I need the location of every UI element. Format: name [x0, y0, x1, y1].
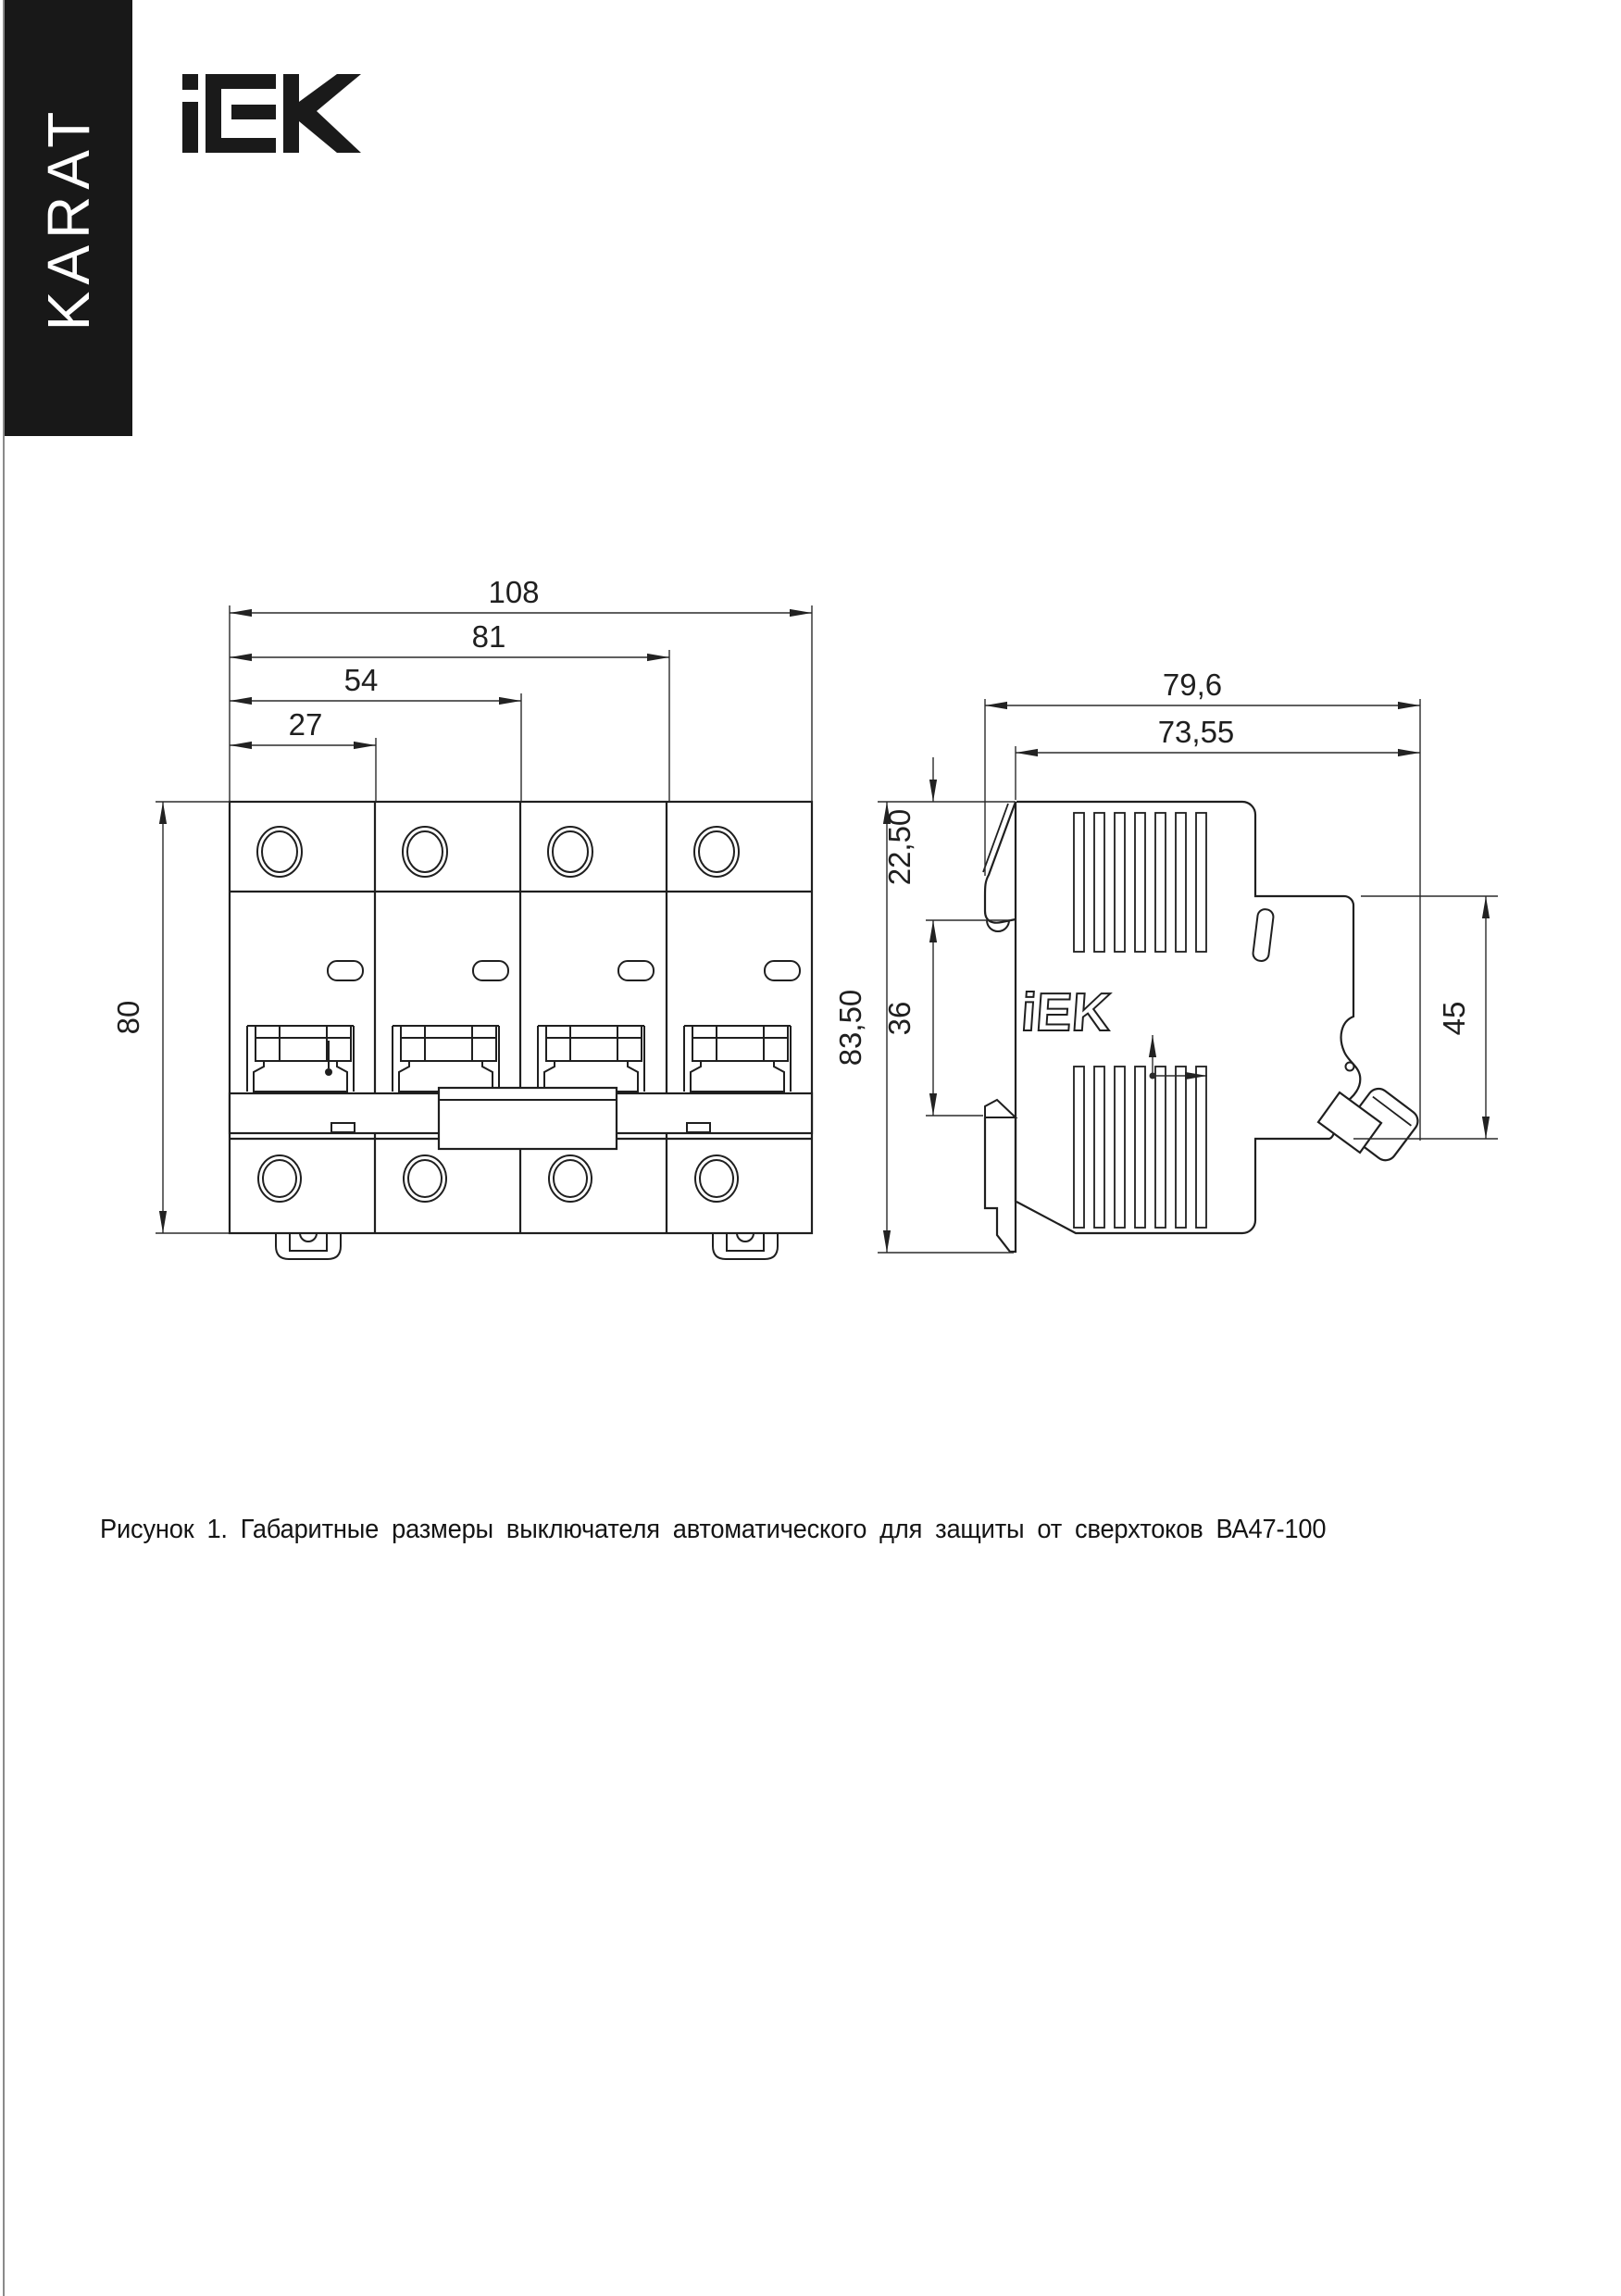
- side-view: [833, 668, 1498, 1253]
- dim-label-45: 45: [1437, 1001, 1471, 1036]
- toggle-lever: [1318, 1084, 1422, 1165]
- dim-label-22-50: 22,50: [882, 808, 916, 886]
- side-dimensions: [878, 699, 1498, 1253]
- breaker-front-outline: [230, 802, 812, 1233]
- dim-label-79-6: 79,6: [1162, 668, 1223, 702]
- iek-logo: [182, 74, 361, 153]
- dim-label-73-55: 73,55: [1157, 715, 1235, 749]
- dim-label-27: 27: [288, 707, 323, 742]
- dim-label-108: 108: [488, 575, 540, 609]
- front-view: [111, 575, 812, 1259]
- iek-emboss-logo: iEK: [1018, 982, 1114, 1042]
- dim-label-83-50: 83,50: [833, 989, 867, 1067]
- figure-caption: Рисунок 1. Габаритные размеры выключателя автоматического для защиты от сверхтоков ВА47-100: [100, 1515, 1327, 1544]
- dim-label-81: 81: [471, 619, 506, 654]
- dim-label-80: 80: [111, 1000, 145, 1035]
- karat-brand-label: KARAT: [35, 105, 102, 331]
- dim-label-36: 36: [882, 1001, 916, 1036]
- internal-marker: [1150, 1035, 1208, 1079]
- dim-label-54: 54: [343, 663, 379, 697]
